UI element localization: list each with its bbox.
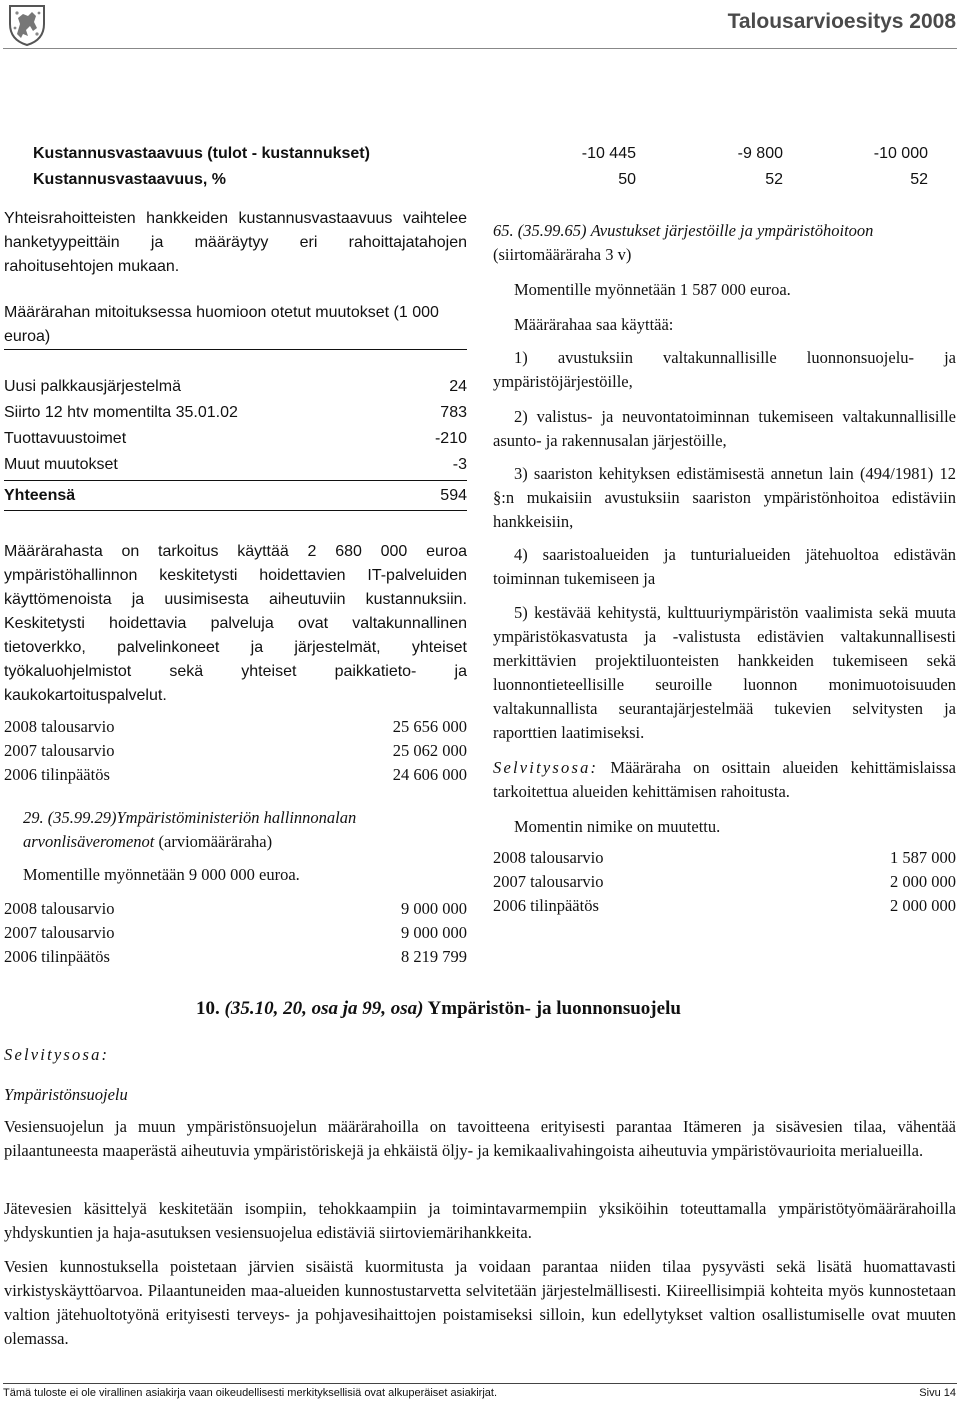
cost-row-label: Kustannusvastaavuus (tulot - kustannukset)	[33, 145, 370, 162]
moment-65-title	[493, 219, 956, 267]
budget-row-label: 2006 tilinpäätös	[493, 896, 599, 915]
changes-row-value: -210	[434, 430, 467, 447]
moment-65-title-italic: Avustukset järjestöille ja ympäristöhoitoon	[590, 221, 874, 240]
moment-65-title-rest: (siirtomääräraha 3 v)	[493, 245, 632, 264]
changes-row	[4, 401, 467, 427]
budget-row-value: 9 000 000	[401, 923, 467, 942]
usage-item: 5) kestävää kehitystä, kulttuuriympäristön vaalimista sekä muuta ympäristökasvatusta ja -valistusta edistävien valtakunnallisesti merkittävien projektiluonteisten hankkeiden tukemiseen sekä luonnontieteellisille seuroille luonnon monimuotoisuuden valtakunnallista seurantajärjestelmää tukevien selvitysten ja raporttien laatimiseksi.	[493, 603, 956, 742]
moment-65-granted: Momentille myönnetään 1 587 000 euroa.	[514, 280, 791, 299]
budget-row-label: 2007 talousarvio	[493, 872, 604, 891]
budget-row-value: 2 000 000	[890, 896, 956, 915]
cost-row-v3: -10 000	[873, 145, 928, 162]
cost-row-v3: 52	[910, 171, 928, 188]
section-10-number: 10.	[196, 998, 220, 1019]
document-header-title: Talousarvioesitys 2008	[727, 10, 956, 33]
budget-row-value: 1 587 000	[890, 848, 956, 867]
section-10-subtitle: Ympäristönsuojelu	[4, 1085, 128, 1104]
cost-row-label: Kustannusvastaavuus, %	[33, 171, 226, 188]
budget-row-label: 2006 tilinpäätös	[4, 765, 110, 784]
budget-row-value: 8 219 799	[401, 947, 467, 966]
moment-65-renamed: Momentin nimike on muutettu.	[514, 817, 721, 836]
changes-table	[4, 375, 467, 479]
usage-item: 1) avustuksiin valtakunnallisille luonnonsuojelu- ja ympäristöjärjestöille,	[493, 348, 956, 391]
budget-row-label: 2007 talousarvio	[4, 741, 115, 760]
changes-row-label: Tuottavuustoimet	[4, 430, 127, 447]
budget-row	[4, 921, 467, 945]
section-10-code: (35.10, 20, osa ja 99, osa)	[224, 998, 424, 1019]
changes-total-label: Yhteensä	[4, 487, 76, 504]
budget-row-label: 2006 tilinpäätös	[4, 947, 110, 966]
moment-29-title-italic: Ympäristöministeriön hallinnonalan arvonlisäveromenot	[23, 808, 357, 851]
changes-row-label: Uusi palkkausjärjestelmä	[4, 378, 181, 395]
section-10-paragraph: Jätevesien käsittelyä keskitetään isompiin, tehokkaampiin ja toimintavarmempiin yksiköihin toteuttamalla ympäristötyömäärärahoilla yhdyskuntien ja haja-asutuksen vesiensuojelua edistäviä siirtoviemärihankkeita.	[4, 1199, 956, 1242]
changes-row	[4, 427, 467, 453]
budget-row	[493, 870, 956, 894]
budget-row	[4, 945, 467, 969]
budget-row-value: 2 000 000	[890, 872, 956, 891]
budget-table-65	[493, 846, 956, 918]
moment-65-number: 65.	[493, 221, 514, 240]
budget-row-value: 9 000 000	[401, 899, 467, 918]
section-10-heading	[196, 997, 681, 1021]
budget-row-label: 2008 talousarvio	[4, 899, 115, 918]
section-10-paragraph: Vesien kunnostuksella poistetaan järvien sisäistä kuormitusta ja voidaan parantaa niiden tilaa pysyvästi sekä lisätä huomattavasti virkistyskäyttöarvoa. Pilaantuneiden maa-alueiden kunnostustarvetta selvitetään järjestelmällisesti. Kiireellisimpiä kohteita myös kunnostetaan valtion jätehuoltotyönä erityisesti terveys- ja pohjavesihaittojen poistamiseksi silloin, kun edellytykset valtion osallistumiselle ovat muuten olemassa.	[4, 1257, 956, 1348]
cost-row	[33, 142, 928, 168]
moment-65-code: (35.99.65)	[517, 221, 587, 240]
changes-row-value: -3	[452, 456, 467, 473]
cost-coverage-table	[33, 142, 928, 194]
changes-row	[4, 375, 467, 401]
selvitysosa-text: Määräraha on osittain alueiden kehittämislaissa tarkoitettua alueiden kehittämisen rahoitusta.	[493, 758, 957, 801]
budget-row-value: 25 062 000	[392, 741, 467, 760]
moment-29-title	[23, 806, 467, 854]
budget-row-value: 25 656 000	[392, 717, 467, 736]
cost-row-v1: -10 445	[581, 145, 636, 162]
moment-65-usage: Määrärahaa saa käyttää:	[514, 315, 674, 334]
budget-row-label: 2008 talousarvio	[4, 717, 115, 736]
moment-65-selvitysosa	[493, 756, 956, 804]
cost-row-v1: 50	[618, 171, 636, 188]
budget-row	[4, 715, 467, 739]
moment-29-code: (35.99.29)	[47, 808, 117, 827]
section-10-selvitysosa-label: Selvitysosa:	[4, 1045, 110, 1064]
usage-item: 4) saaristoalueiden ja tunturialueiden jätehuoltoa edistävän toiminnan tukemiseen ja	[493, 545, 956, 588]
moment-29-number: 29.	[23, 808, 44, 827]
coat-of-arms-lion-icon	[8, 4, 46, 46]
budget-table-29	[4, 897, 467, 969]
footer-page-number: Sivu 14	[919, 1387, 956, 1399]
budget-table-it	[4, 715, 467, 787]
header-rule	[3, 48, 957, 49]
moment-29-granted: Momentille myönnetään 9 000 000 euroa.	[23, 865, 300, 884]
changes-row-value: 24	[449, 378, 467, 395]
changes-row-label: Siirto 12 htv momentilta 35.01.02	[4, 404, 238, 421]
changes-row-label: Muut muutokset	[4, 456, 118, 473]
budget-row	[4, 897, 467, 921]
changes-row	[4, 453, 467, 479]
budget-row-label: 2007 talousarvio	[4, 923, 115, 942]
section-10-title: Ympäristön- ja luonnonsuojelu	[427, 998, 681, 1019]
budget-row	[493, 894, 956, 918]
moment-29-title-rest: (arviomääräraha)	[158, 832, 273, 851]
cofunding-intro: Yhteisrahoitteisten hankkeiden kustannusvastaavuus vaihtelee hanketyypeittäin ja määräytyy eri rahoittajatahojen rahoitusehtojen mukaan.	[4, 210, 467, 275]
changes-top-rule	[4, 349, 467, 350]
changes-total-row	[4, 484, 467, 508]
budget-row	[493, 846, 956, 870]
changes-total-rule	[4, 480, 467, 481]
cost-row-v2: 52	[765, 171, 783, 188]
changes-total-value: 594	[440, 487, 467, 504]
footer-disclaimer: Tämä tuloste ei ole virallinen asiakirja vaan oikeudellisesti merkityksellisiä ovat alkuperäiset asiakirjat.	[3, 1387, 497, 1399]
selvitysosa-label: Selvitysosa:	[493, 758, 599, 777]
usage-item: 3) saariston kehityksen edistämisestä annetun lain (494/1981) 12 §:n mukaisiin avustuksiin saariston ympäristönhoitoa edistäviin hankkeisiin,	[493, 464, 956, 531]
it-services-paragraph: Määrärahasta on tarkoitus käyttää 2 680 000 euroa ympäristöhallinnon keskitetysti hoidettavien IT-palveluiden käyttömenoista ja uusimisesta aiheutuviin kustannuksiin. Keskitetysti hoidettavia palveluja ovat valtakunnallinen tietoverkko, palvelinkoneet ja järjestelmät, yhteiset työkaluohjelmistot sekä yhteiset paikkatieto- ja kaukokartoituspalvelut.	[4, 543, 467, 704]
changes-row-value: 783	[440, 404, 467, 421]
cost-row-v2: -9 800	[737, 145, 783, 162]
cost-row	[33, 168, 928, 194]
budget-row	[4, 763, 467, 787]
changes-bottom-rule	[4, 510, 467, 511]
section-10-paragraph: Vesiensuojelun ja muun ympäristönsuojelun määrärahoilla on tavoitteena erityisesti parantaa Itämeren ja sisävesien tilaa, vähentää pilaantuneesta maaperästä aiheutuvia ympäristöriskejä ja ehkäistä öljy- ja kemikaalivahingoista aiheutuvia ympäristövaurioita merialueilla.	[4, 1117, 956, 1160]
changes-title: Määrärahan mitoituksessa huomioon otetut muutokset (1 000 euroa)	[4, 304, 439, 345]
budget-row-label: 2008 talousarvio	[493, 848, 604, 867]
footer-rule	[3, 1383, 957, 1384]
usage-item: 2) valistus- ja neuvontatoiminnan tukemiseen valtakunnallisille asunto- ja rakennusalan järjestöille,	[493, 407, 956, 450]
budget-row-value: 24 606 000	[392, 765, 467, 784]
budget-row	[4, 739, 467, 763]
